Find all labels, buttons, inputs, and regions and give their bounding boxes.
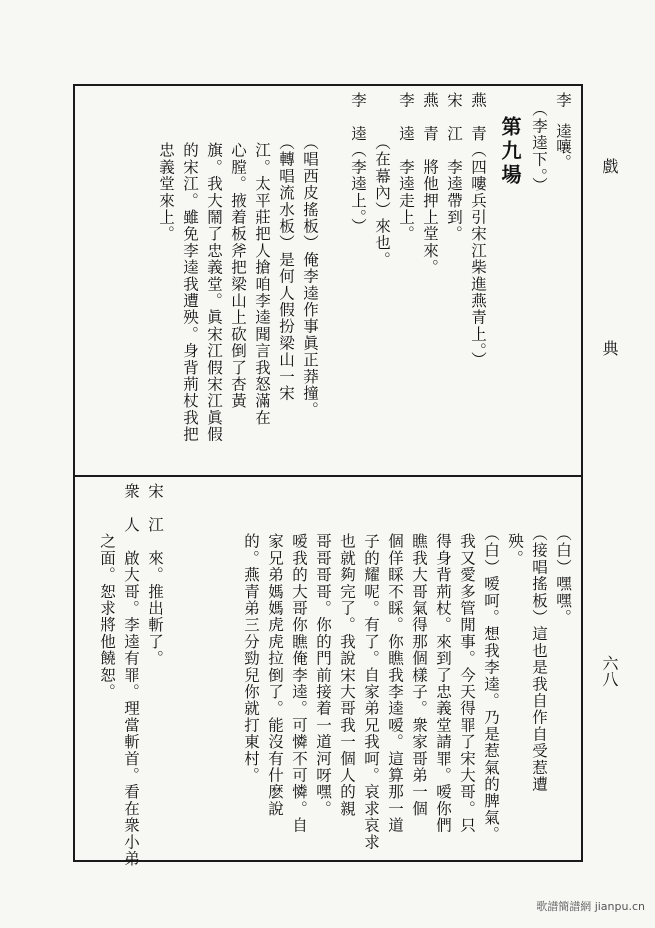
upper-column: （轉唱流水板）是何人假扮梁山一宋	[277, 92, 295, 402]
lower-column: （白）嘿嘿。	[554, 483, 572, 626]
lower-column: 殃。	[506, 483, 524, 567]
lower-column: 也就夠完了。我說宋大哥我一個人的親	[338, 483, 356, 817]
lower-column: 哥哥哥哥。你的門前接着一道河呀嘿。	[314, 483, 332, 817]
running-title-2: 典	[600, 340, 619, 356]
upper-column: 江。太平莊把人搶咱李逵聞言我怒滿在	[253, 92, 271, 426]
upper-column: （在幕內）來也。	[373, 92, 391, 268]
upper-column: 李 逵 李逵走上。	[397, 92, 415, 243]
upper-column: 忠義堂來上。	[157, 92, 175, 243]
lower-column: 之面。恕求將他饒恕。	[98, 483, 116, 701]
upper-column: 心膛。掖着板斧把梁山上砍倒了杏黃	[229, 92, 247, 410]
lower-column: 我又愛多管閒事。今天得罪了宋大哥。只	[458, 483, 476, 834]
page-number: 六八	[600, 655, 619, 687]
upper-column: （李逵下。）	[530, 92, 548, 194]
upper-column: （唱西皮搖板）俺李逵作事眞正莽撞。	[301, 92, 319, 419]
lower-column: 的。燕青弟三分勁兒你就打東村。	[242, 483, 260, 784]
upper-column: 燕 青 將他押上堂來。	[421, 92, 439, 276]
upper-column: 燕 青（四嘍兵引宋江柴進燕青上。）	[469, 92, 487, 369]
lower-column: 嗳我的大哥你瞧俺李逵。可憐不可憐。自	[290, 483, 308, 834]
upper-column: 李 逵嚷。	[554, 92, 572, 170]
upper-column: 李 逵（李逵上。）	[349, 92, 367, 235]
upper-column: 旗。我大鬧了忠義堂。眞宋江假宋江眞假	[205, 92, 223, 443]
upper-column: 宋 江 李逵帶到。	[445, 92, 463, 243]
lower-column: 衆 人 啟大哥。李逵有罪。理當斬首。看在衆小弟	[122, 483, 140, 868]
running-title-1: 戲	[600, 158, 619, 174]
upper-column: 的宋江。雖免李逵我遭殃。身背荊杖我把	[181, 92, 199, 443]
lower-column: 子的耀呢。有了。自家弟兄我呵。哀求哀求	[362, 483, 380, 851]
lower-column: 家兄弟媽媽虎虎拉倒了。能沒有什麽說	[266, 483, 284, 817]
lower-column: （白）嗳呵。想我李逵。乃是惹氣的脾氣。	[482, 483, 500, 843]
lower-column: 宋 江 來。推出斬了。	[146, 483, 164, 667]
lower-column: 個佯睬不睬。你瞧我李逵嗳。這算那一道	[386, 483, 404, 834]
scene-heading: 第九場	[498, 92, 522, 188]
watermark: 歌譜簡譜網 jianpu.cn	[536, 900, 645, 913]
lower-column: 得身背荊杖。來到了忠義堂請罪。嗳你們	[434, 483, 452, 834]
lower-column: （接唱搖板）這也是我自作自受惹遭	[530, 483, 548, 793]
middle-divider	[73, 475, 583, 477]
lower-column: 瞧我大哥氣得那個樣子。衆家哥弟一個	[410, 483, 428, 817]
